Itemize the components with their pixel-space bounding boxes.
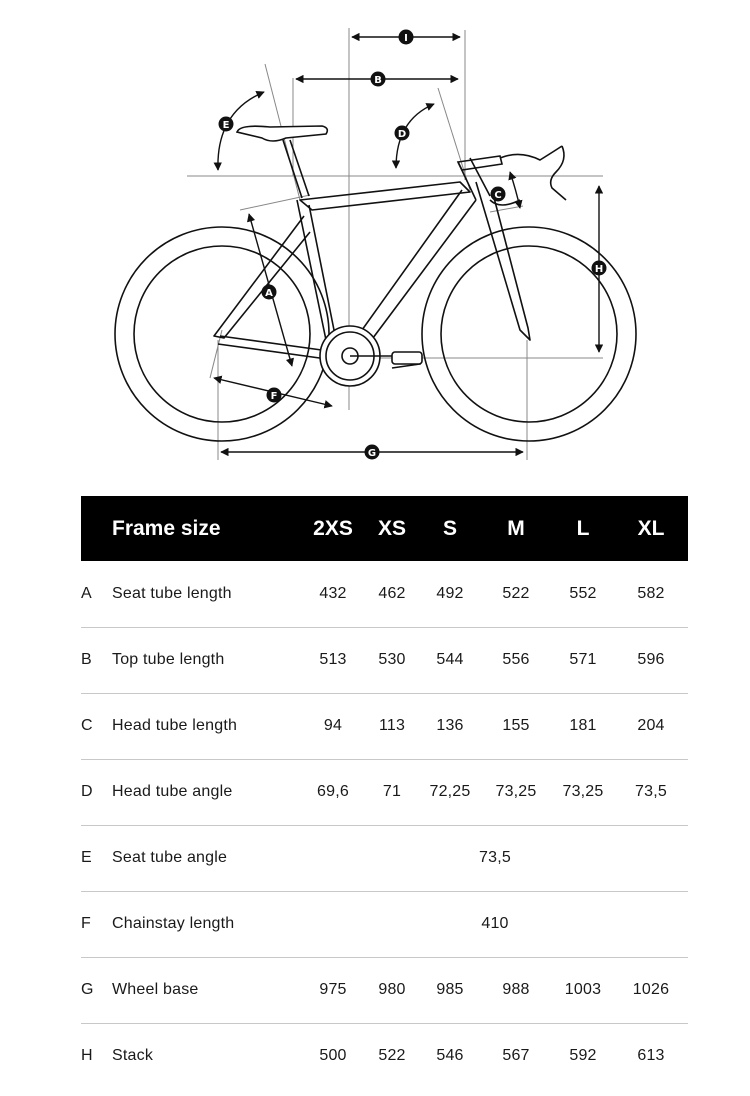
- dimension-label-h: [592, 261, 607, 276]
- cell-value: 522: [378, 1047, 406, 1065]
- cell-value: 975: [319, 981, 347, 998]
- crankset: [320, 326, 422, 386]
- row-label: Stack: [112, 1047, 154, 1065]
- cell-value: 94: [323, 717, 343, 734]
- rear-wheel-outer: [115, 227, 329, 441]
- table-row: [81, 693, 688, 759]
- size-header-l: L: [576, 516, 590, 540]
- dimension-label-g: [365, 445, 380, 460]
- cell-value: 73,5: [635, 783, 667, 800]
- cell-value: 136: [436, 717, 464, 734]
- cell-value: 73,25: [562, 783, 604, 800]
- shared-value: 410: [481, 915, 509, 932]
- row-label: Head tube length: [112, 717, 238, 734]
- row-label: Seat tube length: [112, 584, 232, 602]
- cell-value: 571: [569, 651, 597, 668]
- bike-frame: [214, 140, 530, 360]
- row-letter: B: [81, 651, 92, 668]
- size-header-m: M: [507, 516, 525, 540]
- svg-text:E: E: [222, 120, 230, 131]
- row-letter: E: [81, 849, 92, 866]
- header-spacer: [81, 496, 112, 561]
- geometry-table: [81, 496, 688, 1089]
- size-header-2xs: 2XS: [313, 516, 353, 540]
- cell-value: 582: [637, 584, 665, 602]
- dimension-label-f: [267, 388, 282, 403]
- cell-value: 69,6: [317, 783, 349, 800]
- shared-value: 73,5: [479, 849, 511, 866]
- cell-value: 500: [319, 1047, 347, 1065]
- dimension-label-e: [219, 117, 234, 132]
- svg-text:A: A: [265, 288, 273, 299]
- cell-value: 567: [502, 1047, 530, 1065]
- cell-value: 462: [378, 584, 406, 602]
- dimension-labels: [219, 30, 607, 460]
- svg-text:I: I: [404, 33, 408, 44]
- size-header-xs: XS: [377, 516, 406, 540]
- size-header-s: S: [442, 516, 457, 540]
- row-letter: H: [81, 1047, 93, 1065]
- table-row: [81, 561, 688, 627]
- svg-text:B: B: [374, 75, 382, 86]
- row-letter: G: [81, 981, 94, 998]
- svg-text:H: H: [594, 264, 604, 275]
- svg-text:C: C: [494, 190, 502, 201]
- dimension-label-c: [491, 187, 506, 202]
- bike-geometry-diagram: [0, 0, 750, 480]
- row-label: Top tube length: [112, 651, 225, 668]
- cell-value: 592: [569, 1047, 597, 1065]
- cell-value: 985: [436, 981, 464, 998]
- row-letter: C: [81, 717, 93, 734]
- row-letter: A: [81, 584, 92, 602]
- saddle: [237, 126, 327, 141]
- table-row: [81, 1023, 688, 1089]
- cell-value: 513: [319, 651, 347, 668]
- cell-value: 432: [319, 584, 347, 602]
- cell-value: 522: [502, 584, 530, 602]
- cell-value: 980: [378, 981, 406, 998]
- cell-value: 73,25: [495, 783, 537, 800]
- cell-value: 1003: [564, 981, 602, 998]
- frame-size-header: Frame size: [112, 516, 221, 540]
- reference-lines: [187, 28, 603, 460]
- row-letter: D: [81, 783, 93, 800]
- row-label: Head tube angle: [112, 783, 233, 800]
- row-label: Chainstay length: [112, 915, 235, 932]
- table-row: [81, 825, 688, 891]
- svg-text:F: F: [270, 391, 278, 402]
- cell-value: 72,25: [429, 783, 471, 800]
- cell-value: 155: [502, 717, 530, 734]
- cell-value: 596: [637, 651, 665, 668]
- table-row: [81, 627, 688, 693]
- cell-value: 988: [502, 981, 530, 998]
- row-label: Seat tube angle: [112, 849, 228, 866]
- table-row: [81, 957, 688, 1023]
- svg-text:D: D: [397, 129, 407, 140]
- row-letter: F: [81, 915, 91, 932]
- cell-value: 113: [378, 717, 406, 734]
- dimension-label-b: [371, 72, 386, 87]
- cell-value: 181: [569, 717, 597, 734]
- cell-value: 552: [569, 584, 597, 602]
- dimension-label-d: [395, 126, 410, 141]
- table-row: [81, 891, 688, 957]
- svg-text:G: G: [367, 448, 377, 459]
- cell-value: 492: [436, 584, 464, 602]
- cell-value: 546: [436, 1047, 464, 1065]
- table-header-row: [81, 496, 688, 561]
- cell-value: 1026: [632, 981, 670, 998]
- cell-value: 530: [378, 651, 406, 668]
- cell-value: 556: [502, 651, 530, 668]
- dimension-label-a: [262, 285, 277, 300]
- row-label: Wheel base: [112, 981, 199, 998]
- cell-value: 204: [637, 717, 665, 734]
- cell-value: 544: [436, 651, 464, 668]
- cell-value: 71: [382, 783, 402, 800]
- table-row: [81, 759, 688, 825]
- cell-value: 613: [637, 1047, 665, 1065]
- size-header-xl: XL: [637, 516, 665, 540]
- dimension-label-i: [399, 30, 414, 45]
